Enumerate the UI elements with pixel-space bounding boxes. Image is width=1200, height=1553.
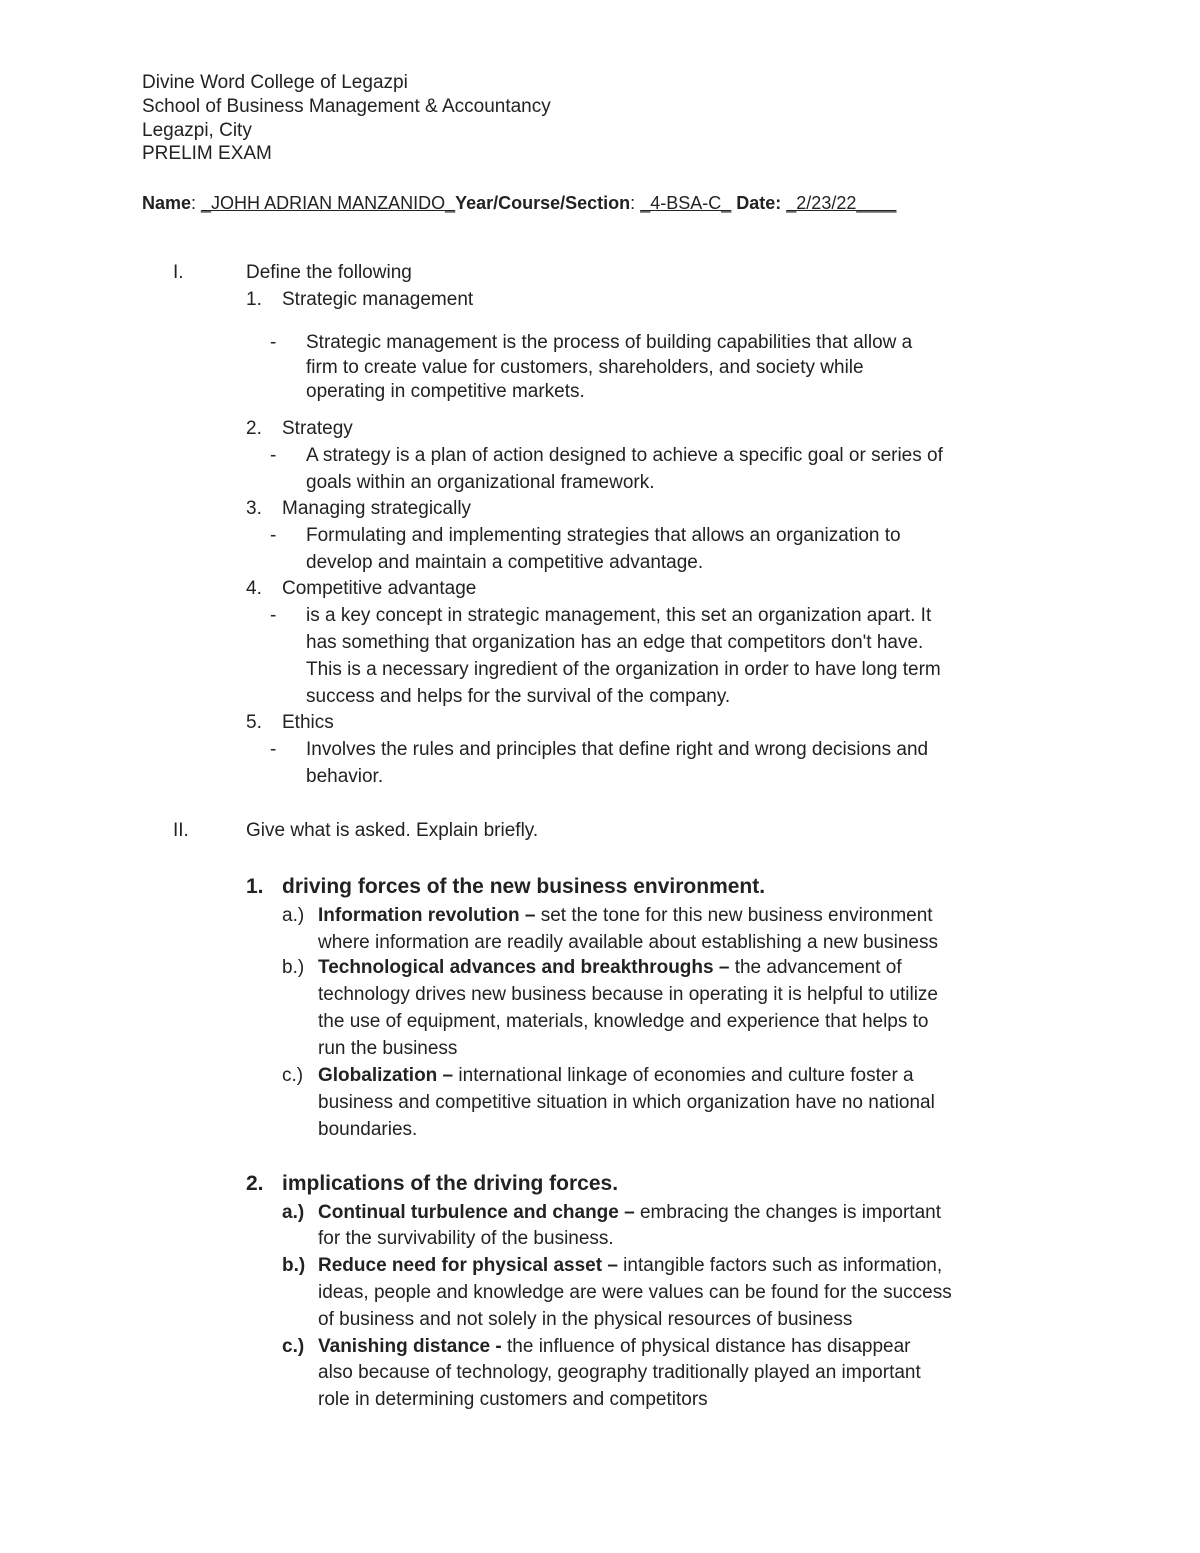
date-label: Date: [736, 193, 782, 213]
definition-line: operating in competitive markets. [306, 381, 585, 402]
colon: : [191, 193, 202, 213]
answer-term: Technological advances and breakthroughs – [318, 957, 730, 978]
answer-letter: c.) [282, 1065, 304, 1086]
answer-text: international linkage of economies and culture foster a [453, 1065, 914, 1086]
answer-letter: a.) [282, 1202, 305, 1223]
definition-line: Strategic management is the process of building capabilities that allow a [306, 332, 913, 353]
item-number: 4. [246, 578, 262, 599]
answer-line: business and competitive situation in which organization have no national [318, 1092, 935, 1113]
answer-line: the use of equipment, materials, knowledge and experience that helps to [318, 1011, 929, 1032]
item-term: Strategy [282, 418, 353, 439]
item-term: Managing strategically [282, 498, 472, 519]
school-name: Divine Word College of Legazpi [142, 72, 408, 93]
item-term: Ethics [282, 712, 334, 733]
definition-line: Formulating and implementing strategies that allows an organization to [306, 525, 901, 546]
answer-line: technology drives new business because in operating it is helpful to utilize [318, 984, 938, 1005]
section-numeral: II. [173, 820, 189, 841]
definition-line: is a key concept in strategic management, this set an organization apart. It [306, 605, 932, 626]
answer-text: embracing the changes is important [634, 1202, 941, 1223]
dash-bullet: - [270, 332, 277, 353]
definition-line: This is a necessary ingredient of the organization in order to have long term [306, 659, 941, 680]
answer-line: of business and not solely in the physical resources of business [318, 1309, 853, 1330]
answer-letter: b.) [282, 1255, 306, 1276]
definition-line: behavior. [306, 766, 384, 787]
dash-bullet: - [270, 605, 277, 626]
answer-text: set the tone for this new business environment [535, 905, 933, 926]
answer-text: the influence of physical distance has disappear [501, 1336, 911, 1357]
answer-first-line [318, 1066, 914, 1085]
name-value: _JOHH ADRIAN MANZANIDO_ [201, 193, 456, 213]
answer-line: run the business [318, 1038, 458, 1059]
answer-letter: a.) [282, 905, 305, 926]
question-title: driving forces of the new business environment. [282, 875, 766, 898]
colon: : [630, 193, 641, 213]
item-number: 3. [246, 498, 262, 519]
answer-term: Vanishing distance - [318, 1336, 502, 1357]
student-info-line [142, 194, 896, 212]
answer-line: boundaries. [318, 1119, 418, 1140]
answer-line: ideas, people and knowledge are were values can be found for the success [318, 1282, 952, 1303]
definition-line: firm to create value for customers, shareholders, and society while [306, 357, 864, 378]
question-number: 2. [246, 1172, 264, 1195]
answer-letter: b.) [282, 957, 305, 978]
section-numeral: I. [173, 262, 184, 283]
dash-bullet: - [270, 739, 277, 760]
question-number: 1. [246, 875, 264, 898]
answer-text: intangible factors such as information, [617, 1255, 943, 1276]
answer-line: for the survivability of the business. [318, 1228, 614, 1249]
item-number: 2. [246, 418, 262, 439]
definition-line: develop and maintain a competitive advantage. [306, 552, 704, 573]
dash-bullet: - [270, 445, 277, 466]
item-term: Competitive advantage [282, 578, 477, 599]
answer-first-line [318, 1203, 941, 1222]
answer-line: also because of technology, geography traditionally played an important [318, 1362, 921, 1383]
definition-line: Involves the rules and principles that define right and wrong decisions and [306, 739, 929, 760]
item-term: Strategic management [282, 289, 474, 310]
item-number: 5. [246, 712, 262, 733]
item-number: 1. [246, 289, 262, 310]
answer-term: Continual turbulence and change – [318, 1202, 635, 1223]
exam-title: PRELIM EXAM [142, 143, 272, 164]
definition-line: goals within an organizational framework. [306, 472, 655, 493]
answer-term: Globalization – [318, 1065, 454, 1086]
question-title: implications of the driving forces. [282, 1172, 619, 1195]
answer-letter: c.) [282, 1336, 305, 1357]
definition-line: A strategy is a plan of action designed to achieve a specific goal or series of [306, 445, 943, 466]
answer-first-line [318, 1256, 942, 1275]
definition-line: has something that organization has an edge that competitors don't have. [306, 632, 924, 653]
answer-line: role in determining customers and competitors [318, 1389, 708, 1410]
ycs-label: Year/Course/Section [455, 193, 631, 213]
answer-first-line [318, 906, 933, 925]
definition-line: success and helps for the survival of the company. [306, 686, 731, 707]
city-name: Legazpi, City [142, 120, 252, 141]
dash-bullet: - [270, 525, 277, 546]
department-name: School of Business Management & Accountancy [142, 96, 551, 117]
answer-first-line [318, 1337, 910, 1356]
answer-term: Information revolution – [318, 905, 536, 926]
answer-line: where information are readily available about establishing a new business [318, 932, 938, 953]
answer-text: the advancement of [729, 957, 902, 978]
answer-first-line [318, 958, 902, 977]
ycs-value: _4-BSA-C_ [640, 193, 732, 213]
date-value: _2/23/22____ [786, 193, 897, 213]
section-title: Give what is asked. Explain briefly. [246, 820, 539, 841]
name-label: Name [142, 193, 192, 213]
answer-term: Reduce need for physical asset – [318, 1255, 618, 1276]
section-title: Define the following [246, 262, 412, 283]
